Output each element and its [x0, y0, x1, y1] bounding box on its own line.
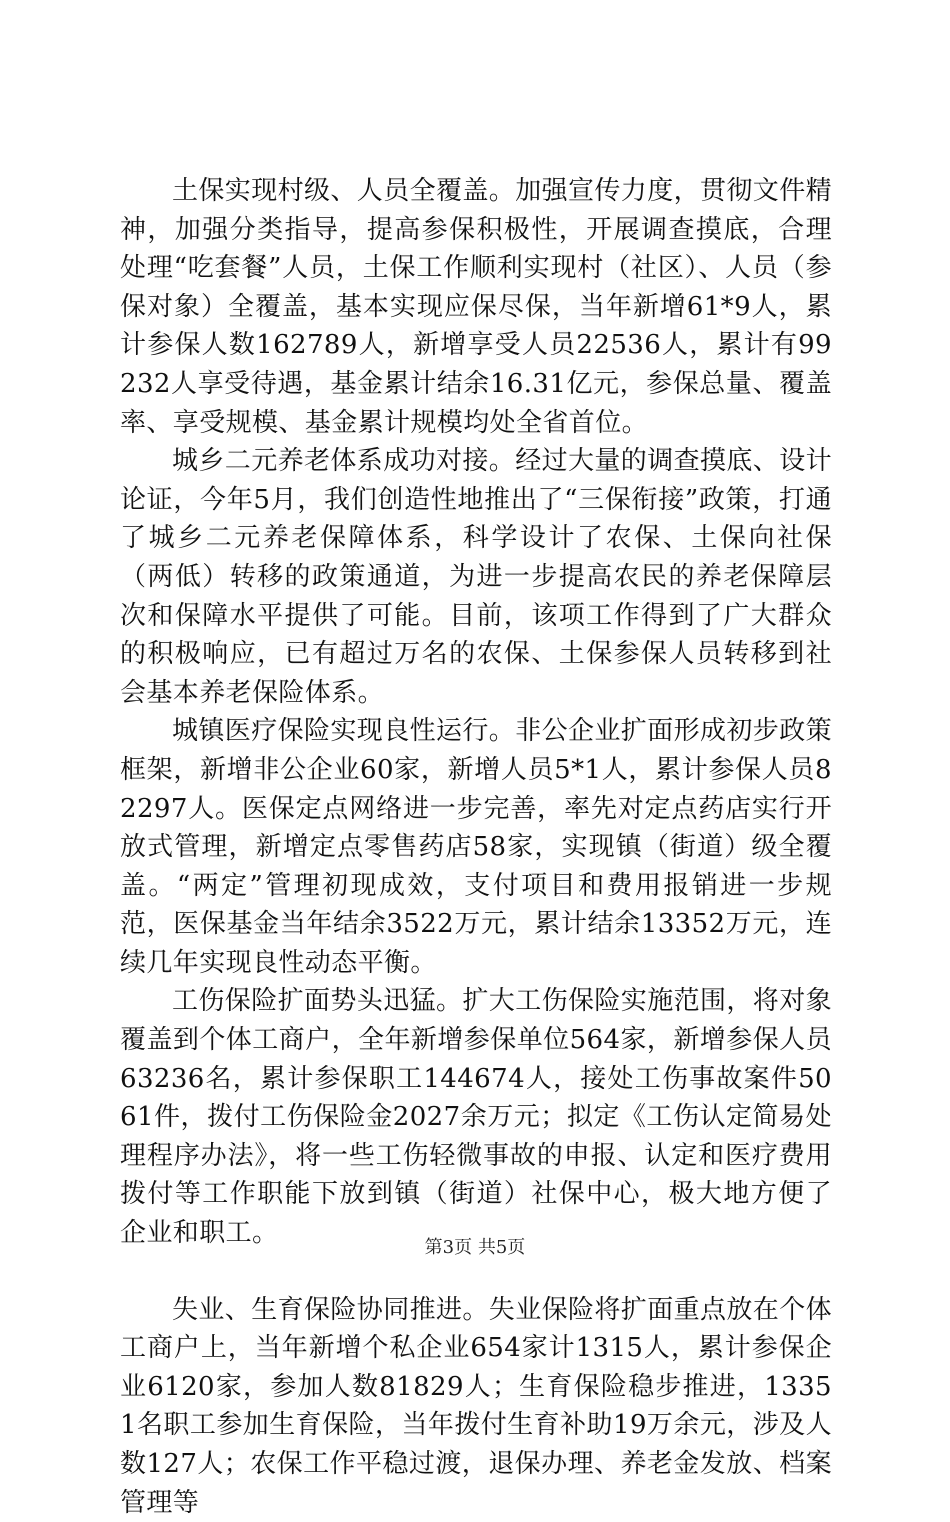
paragraph-land-insurance: 土保实现村级、人员全覆盖。加强宣传力度，贯彻文件精神，加强分类指导，提高参保积极性，开展调查摸底，合理处理“吃套餐”人员，土保工作顺利实现村（社区）、人员（参保对象）全覆盖，基本实现应保尽保，当年新增61*9人，累计参保人数162789人，新增享受人员22536人，累计有99232人享受待遇，基金累计结余16.31亿元，参保总量、覆盖率、享受规模、基金累计规模均处全省首位。	[120, 176, 833, 438]
paragraph-urban-rural-pension: 城乡二元养老体系成功对接。经过大量的调查摸底、设计论证，今年5月，我们创造性地推出了“三保衔接”政策，打通了城乡二元养老保障体系，科学设计了农保、土保向社保（两低）转移的政策通道，为进一步提高农民的养老保障层次和保障水平提供了可能。目前，该项工作得到了广大群众的积极响应，已有超过万名的农保、土保参保人员转移到社会基本养老保险体系。	[120, 446, 833, 708]
document-body	[120, 172, 832, 1522]
paragraph-medical-insurance: 城镇医疗保险实现良性运行。非公企业扩面形成初步政策框架，新增非公企业60家，新增人员5*1人，累计参保人员82297人。医保定点网络进一步完善，率先对定点药店实行开放式管理，新增定点零售药店58家，实现镇（街道）级全覆盖。“两定”管理初现成效，支付项目和费用报销进一步规范，医保基金当年结余3522万元，累计结余13352万元，连续几年实现良性动态平衡。	[120, 716, 833, 978]
paragraph-unemployment-maternity: 失业、生育保险协同推进。失业保险将扩面重点放在个体工商户上，当年新增个私企业654家计1315人，累计参保企业6120家，参加人数81829人；生育保险稳步推进，13351名职工参加生育保险，当年拨付生育补助19万余元，涉及人数127人；农保工作平稳过渡，退保办理、养老金发放、档案管理等	[120, 1294, 833, 1518]
page-number-footer: 第3页 共5页	[424, 1237, 526, 1258]
paragraph-injury-insurance: 工伤保险扩面势头迅猛。扩大工伤保险实施范围，将对象覆盖到个体工商户，全年新增参保单位564家，新增参保人员63236名，累计参保职工144674人，接处工伤事故案件5061件，拨付工伤保险金2027余万元；拟定《工伤认定简易处理程序办法》，将一些工伤轻微事故的申报、认定和医疗费用拨付等工作职能下放到镇（街道）社保中心，极大地方便了企业和职工。	[120, 986, 833, 1249]
